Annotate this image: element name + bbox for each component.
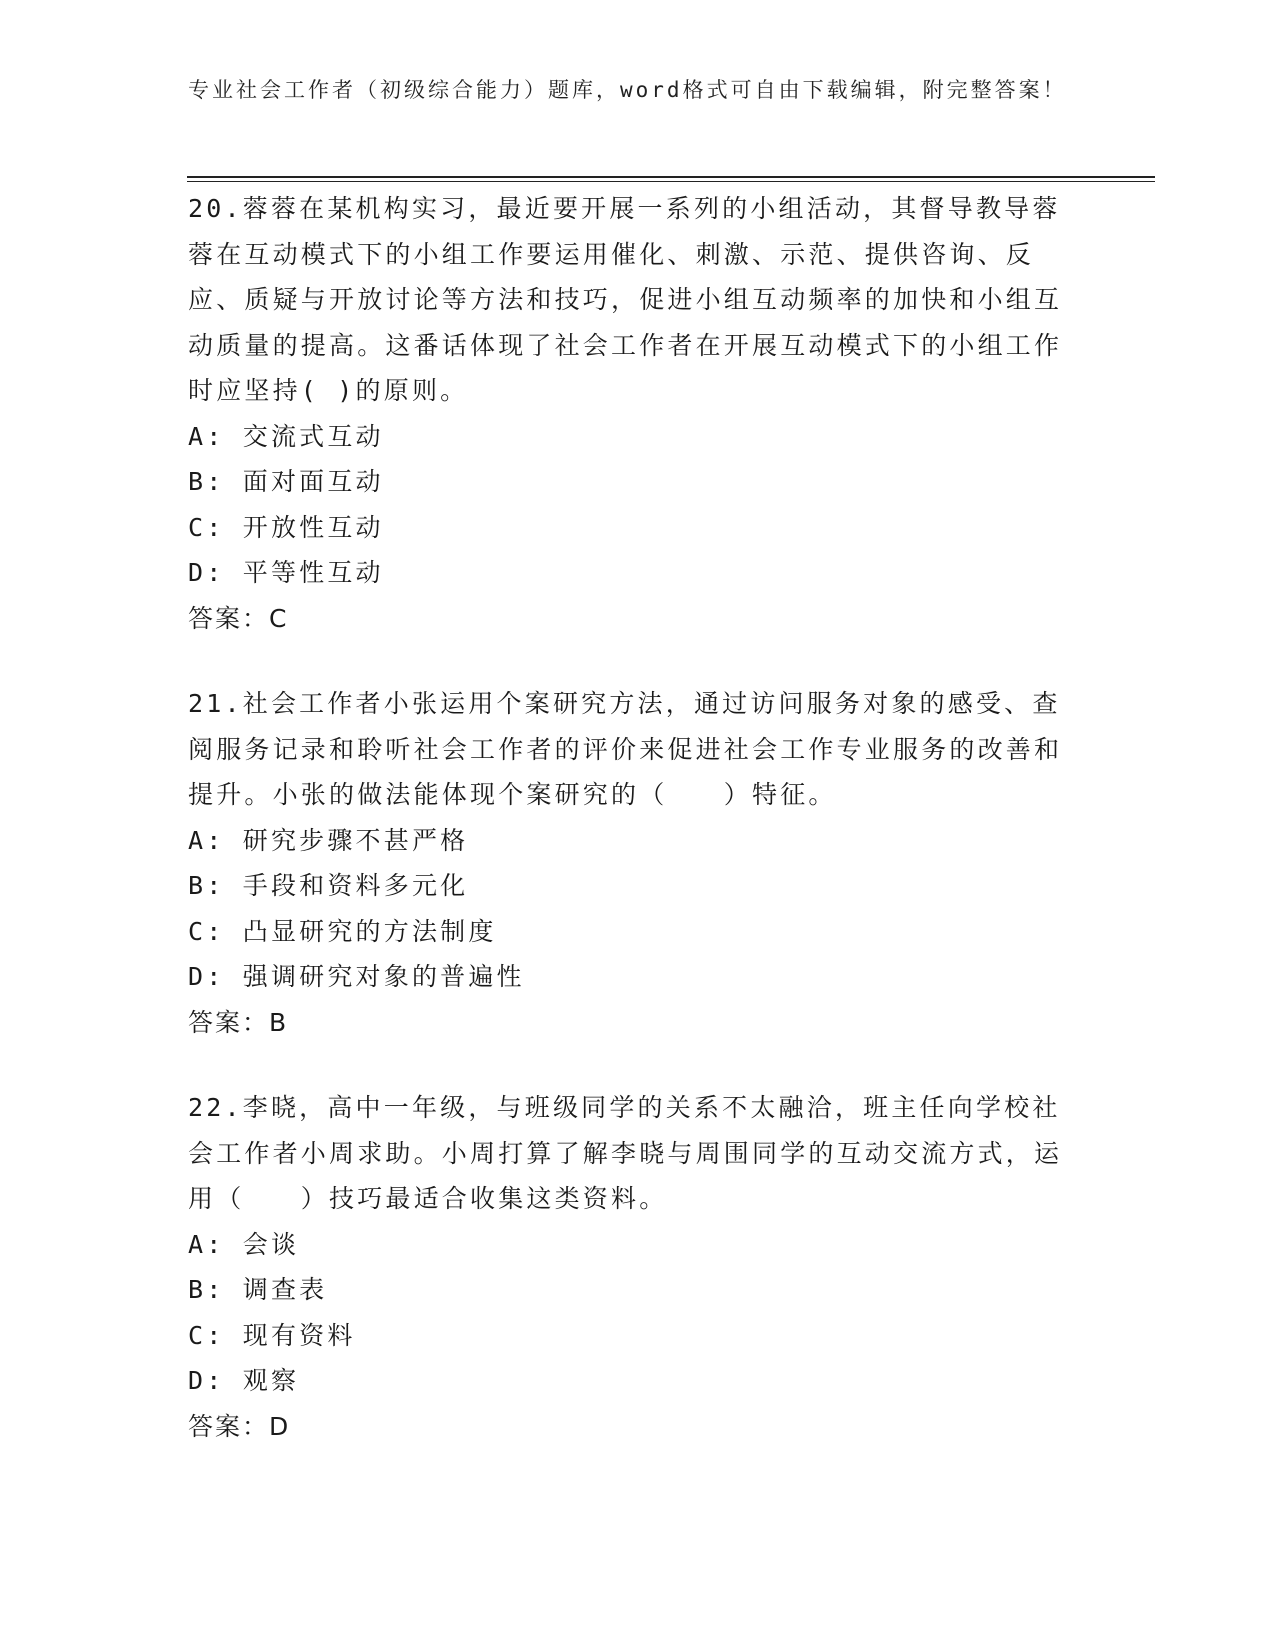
option-a: A: 研究步骤不甚严格 [188,825,469,855]
option-b: B: 面对面互动 [188,467,384,496]
option-d: D: 平等性互动 [188,558,384,587]
document-header: 专业社会工作者（初级综合能力）题库，word格式可自由下载编辑，附完整答案！ [188,78,1067,102]
option-c: C: 现有资料 [188,1320,356,1350]
option-b: B: 调查表 [188,1275,328,1304]
answer-line: 答案：C [188,603,289,633]
question-stem: 21.社会工作者小张运用个案研究方法，通过访问服务对象的感受、查阅服务记录和聆听社会工作者的评价来促进社会工作专业服务的改善和提升。小张的做法能体现个案研究的（ ）特征。 [188,689,1063,809]
question-stem: 22.李晓，高中一年级，与班级同学的关系不太融洽，班主任向学校社会工作者小周求助。小周打算了解李晓与周围同学的互动交流方式，运用（ ）技巧最适合收集这类资料。 [188,1093,1063,1213]
answer-line: 答案：B [188,1007,289,1037]
header-rule-thick [187,176,1155,178]
question-stem: 20.蓉蓉在某机构实习，最近要开展一系列的小组活动，其督导教导蓉蓉在互动模式下的小组工作要运用催化、刺激、示范、提供咨询、反应、质疑与开放讨论等方法和技巧，促进小组互动频率的加快和小组互动质量的提高。这番话体现了社会工作者在开展互动模式下的小组工作时应坚持( )的原则。 [188,194,1063,405]
option-d: D: 强调研究对象的普遍性 [188,962,525,991]
option-a: A: 会谈 [188,1229,300,1259]
option-a: A: 交流式互动 [188,421,384,451]
option-b: B: 手段和资料多元化 [188,871,469,900]
question-list [188,186,1088,1489]
question-20 [188,186,1088,641]
option-c: C: 凸显研究的方法制度 [188,916,497,946]
question-22 [188,1085,1088,1449]
header-rule-thin [187,181,1155,182]
question-21 [188,681,1088,1045]
answer-line: 答案：D [188,1411,291,1441]
option-d: D: 观察 [188,1366,300,1395]
option-c: C: 开放性互动 [188,512,384,542]
